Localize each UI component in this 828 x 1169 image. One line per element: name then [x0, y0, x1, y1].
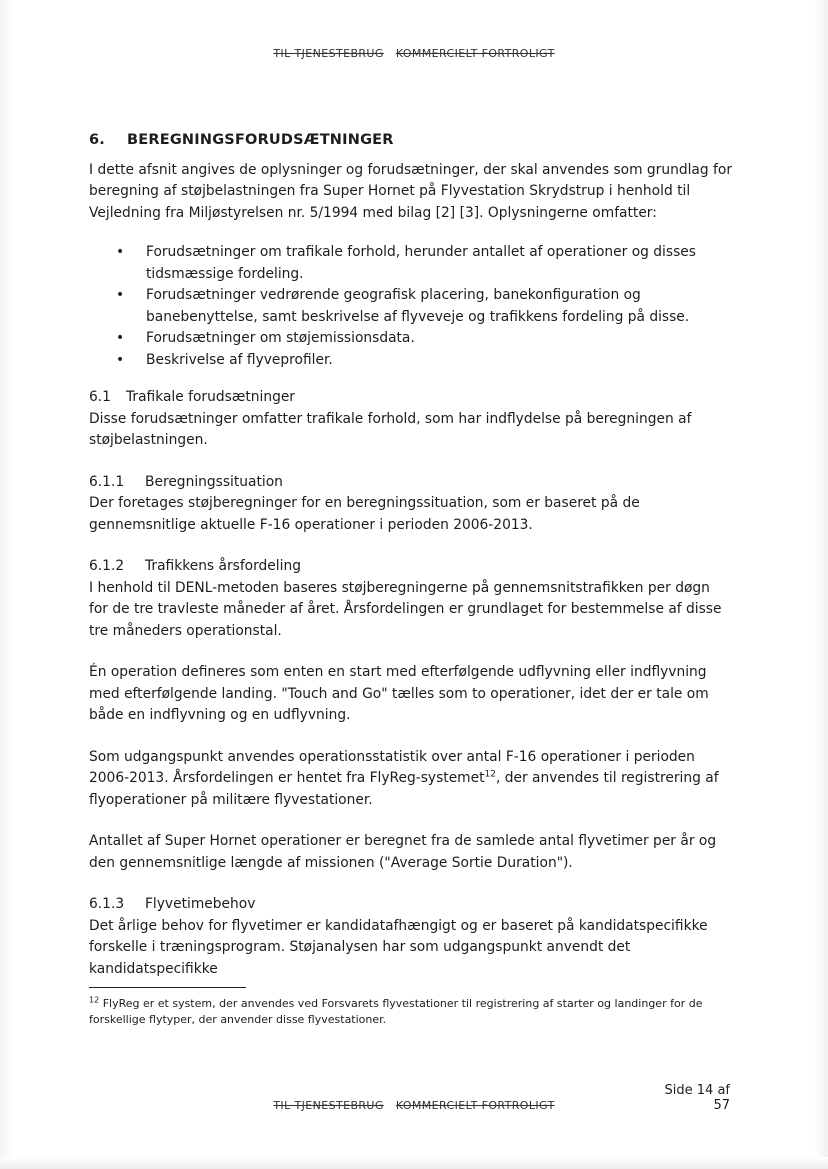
list-item: • Beskrivelse af flyveprofiler. [89, 350, 732, 372]
section-heading [89, 130, 732, 152]
list-item: • Forudsætninger om trafikale forhold, herunder antallet af operationer og disses tidsmæssige fordeling. [116, 244, 696, 282]
bullet-icon: • [116, 351, 125, 368]
bullet-icon: • [116, 244, 125, 260]
footnote-reference: 12 [484, 769, 496, 780]
list-item: • Forudsætninger vedrørende geografisk placering, banekonfiguration og banebenyttelse, samt beskrivelse af flyveveje og trafikkens fordeling på disse. [116, 287, 690, 325]
bullet-icon: • [116, 330, 125, 346]
subsection-heading-6-1: 6.1 Trafikale forudsætninger [89, 389, 295, 405]
section-intro: I dette afsnit angives de oplysninger og forudsætninger, der skal anvendes som grundlag for beregning af støjbelastningen fra Super Hornet på Flyvestation Skrydstrup i henhold til Vejledning fra Miljøstyrelsen nr. 5/1994 med bilag [2] [3]. Oplysningerne omfatter: [89, 161, 733, 221]
footnote-text: FlyReg er et system, der anvendes ved Forsvarets flyvestationer til registrering af starter og landinger for de forskellige flytyper, der anvender disse flyvestationer. [89, 997, 703, 1026]
footnote-number: 12 [89, 995, 100, 1005]
paragraph: Én operation defineres som enten en start med efterfølgende udflyvning eller indflyvning med efterfølgende landing. "Touch and Go" tælles som to operationer, idet der er tale om både en indflyvning og en udflyvning. [89, 664, 709, 723]
footer-classification-right: KOMMERCIELT FORTROLIGT [395, 1099, 555, 1112]
paragraph: Antallet af Super Hornet operationer er beregnet fra de samlede antal flyvetimer per år og den gennemsnitlige længde af missionen ("Average Sortie Duration"). [89, 833, 717, 871]
paragraph: Disse forudsætninger omfatter trafikale forhold, som har indflydelse på beregningen af støjbelastningen. [89, 410, 692, 448]
footer-classification-left: TIL TJENESTEBRUG [273, 1099, 384, 1112]
footnote [89, 996, 732, 1028]
page-footer [0, 1099, 828, 1112]
page-header [0, 47, 828, 60]
paragraph: Der foretages støjberegninger for en beregningssituation, som er baseret på de gennemsnitlige aktuelle F-16 operationer i perioden 2006-2013. [89, 495, 640, 533]
section-title: BEREGNINGSFORUDSÆTNINGER [127, 132, 394, 148]
scan-edge [0, 1157, 828, 1169]
page-content [89, 130, 732, 980]
subsection-heading-6-1-2: 6.1.2 Trafikkens årsfordeling [89, 558, 301, 574]
subsection-heading-6-1-1: 6.1.1 Beregningssituation [89, 473, 283, 490]
bullet-icon: • [116, 287, 125, 303]
paragraph: Som udgangspunkt anvendes operationsstatistik over antal F-16 operationer i perioden 2006-2013. Årsfordelingen er hentet fra FlyReg-systemet$^{12}$, der anvendes til registrering af flyoperationer på militære flyvestationer. [89, 748, 719, 808]
footnote-divider [89, 987, 246, 988]
subsection-heading-6-1-3: 6.1.3 Flyvetimebehov [89, 896, 256, 912]
page-number: Side 14 af 57 [664, 1083, 730, 1113]
paragraph: Det årlige behov for flyvetimer er kandidatafhængigt og er baseret på kandidatspecifikke forskelle i træningsprogram. Støjanalysen har som udgangspunkt anvendt det kandidatspecifikke [89, 917, 708, 977]
bullet-list [89, 242, 732, 371]
header-classification-left: TIL TJENESTEBRUG [273, 47, 384, 60]
paragraph: I henhold til DENL-metoden baseres støjberegningerne på gennemsnitstrafikken per døgn for de tre travleste måneder af året. Årsfordelingen er grundlaget for bestemmelse af disse tre måneders operationstal. [89, 579, 722, 639]
section-number: 6. [89, 132, 105, 148]
list-item: • Forudsætninger om støjemissionsdata. [89, 328, 732, 350]
header-classification-right: KOMMERCIELT FORTROLIGT [395, 47, 555, 60]
